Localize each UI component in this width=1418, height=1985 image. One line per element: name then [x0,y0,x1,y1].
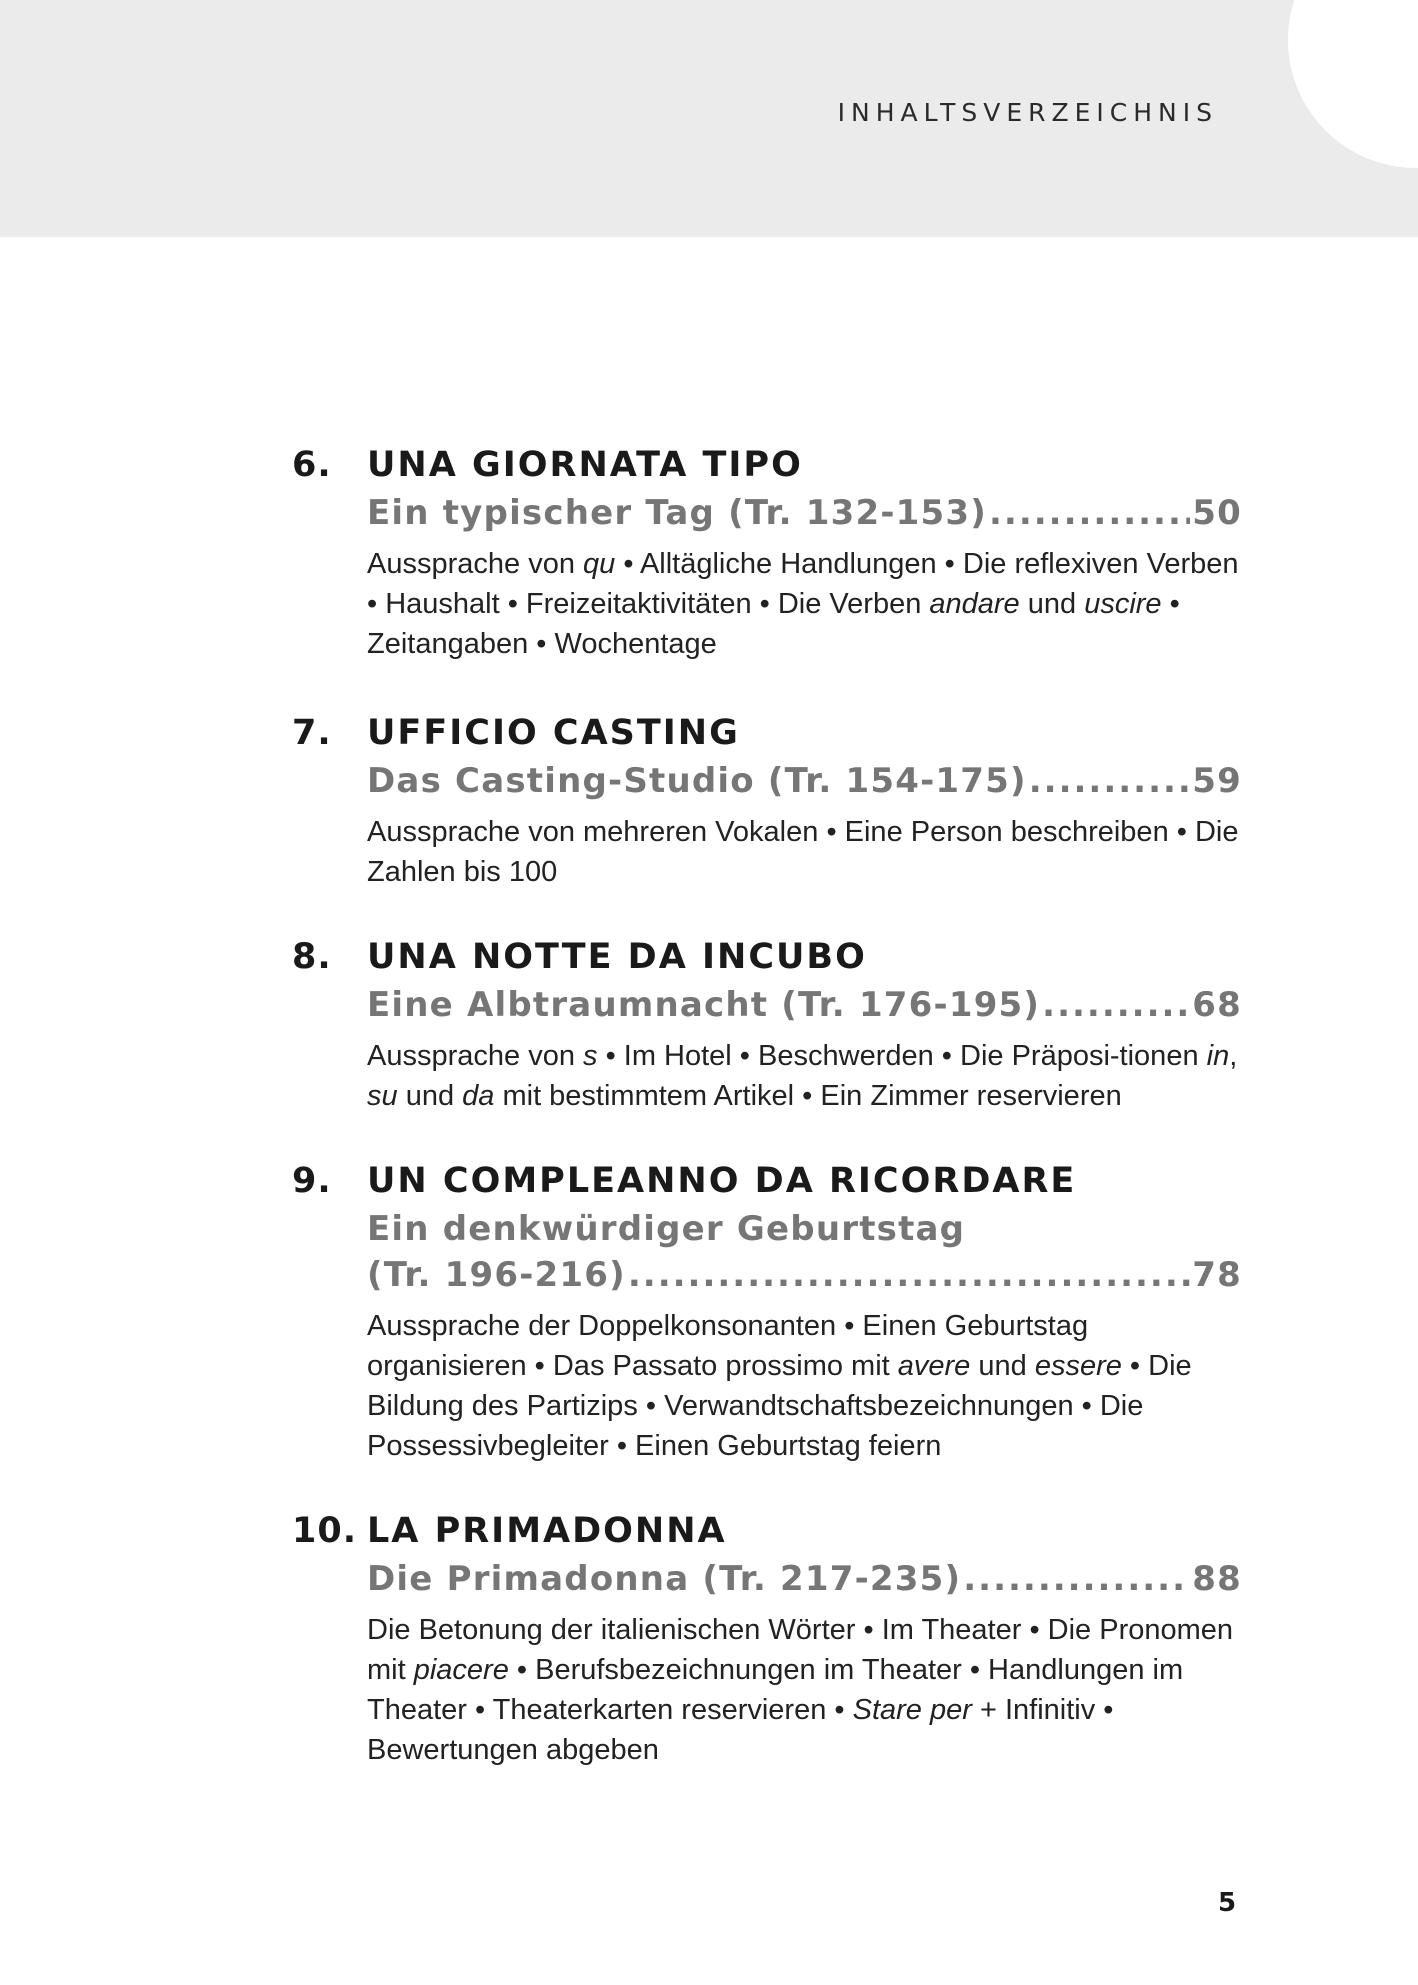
chapter-title-italian: UFFICIO CASTING [367,713,740,753]
dot-leader [989,490,1190,536]
section-label: INHALTSVERZEICHNIS [837,98,1218,127]
chapter-title-german-line [367,490,1242,536]
chapter-description: Aussprache von mehreren Vokalen • Eine Person beschreiben • Die Zahlen bis 100 [367,816,1239,888]
table-of-contents [292,440,1242,1770]
chapter-title-german: Die Primadonna (Tr. 217-235) [367,1559,962,1599]
chapter-title-german-line [367,1556,1242,1602]
chapter-description: Aussprache von qu • Alltägliche Handlungen • Die reflexiven Verben • Haushalt • Freizeitaktivitäten • Die Verben andare und uscire • Zeitangaben • Wochentage [367,548,1239,660]
header-circle-decoration [1288,0,1418,168]
chapter-number: 10. [292,1511,358,1551]
page-reference: 50 [1192,493,1242,533]
dot-leader [1029,758,1191,804]
chapter-title-german-line [367,1252,1242,1298]
chapter-title-italian: UN COMPLEANNO DA RICORDARE [367,1161,1077,1201]
chapter-title-german: (Tr. 196-216) [367,1255,626,1295]
chapter-title-italian: UNA GIORNATA TIPO [367,445,803,485]
chapter-number: 7. [292,713,332,753]
toc-entry-10[interactable] [292,1506,1242,1770]
chapter-title-german-first-line: Ein denkwürdiger Geburtstag [367,1209,966,1249]
page-number: 5 [1218,1888,1237,1918]
toc-entry-7[interactable] [292,708,1242,892]
chapter-title-german-line [367,982,1242,1028]
dot-leader [1042,982,1190,1028]
header-band [0,0,1418,237]
toc-entry-9[interactable] [292,1156,1242,1466]
page-reference: 59 [1192,761,1242,801]
page-reference: 78 [1192,1255,1242,1295]
dot-leader [963,1556,1190,1602]
chapter-number: 9. [292,1161,332,1201]
toc-entry-6[interactable] [292,440,1242,664]
chapter-title-italian: UNA NOTTE DA INCUBO [367,937,867,977]
chapter-title-german: Das Casting-Studio (Tr. 154-175) [367,761,1027,801]
chapter-title-german-line [367,758,1242,804]
chapter-title-italian: LA PRIMADONNA [367,1511,727,1551]
chapter-description: Die Betonung der italienischen Wörter • Im Theater • Die Pronomen mit piacere • Berufsbezeichnungen im Theater • Handlungen im Theater • Theaterkarten reservieren • Stare per + Infinitiv • Bewertungen abgeben [367,1614,1234,1766]
chapter-title-german: Ein typischer Tag (Tr. 132-153) [367,493,987,533]
toc-entry-8[interactable] [292,932,1242,1116]
page-reference: 88 [1192,1559,1242,1599]
chapter-description: Aussprache der Doppelkonsonanten • Einen Geburtstag organisieren • Das Passato prossimo mit avere und essere • Die Bildung des Partizips • Verwandtschaftsbezeichnungen • Die Possessivbegleiter • Einen Geburtstag feiern [367,1310,1192,1462]
chapter-title-german: Eine Albtraumnacht (Tr. 176-195) [367,985,1041,1025]
dot-leader [628,1252,1190,1298]
chapter-number: 6. [292,445,332,485]
chapter-description: Aussprache von s • Im Hotel • Beschwerden • Die Präposi-tionen in, su und da mit bestimmtem Artikel • Ein Zimmer reservieren [367,1040,1238,1112]
chapter-number: 8. [292,937,332,977]
page-reference: 68 [1192,985,1242,1025]
